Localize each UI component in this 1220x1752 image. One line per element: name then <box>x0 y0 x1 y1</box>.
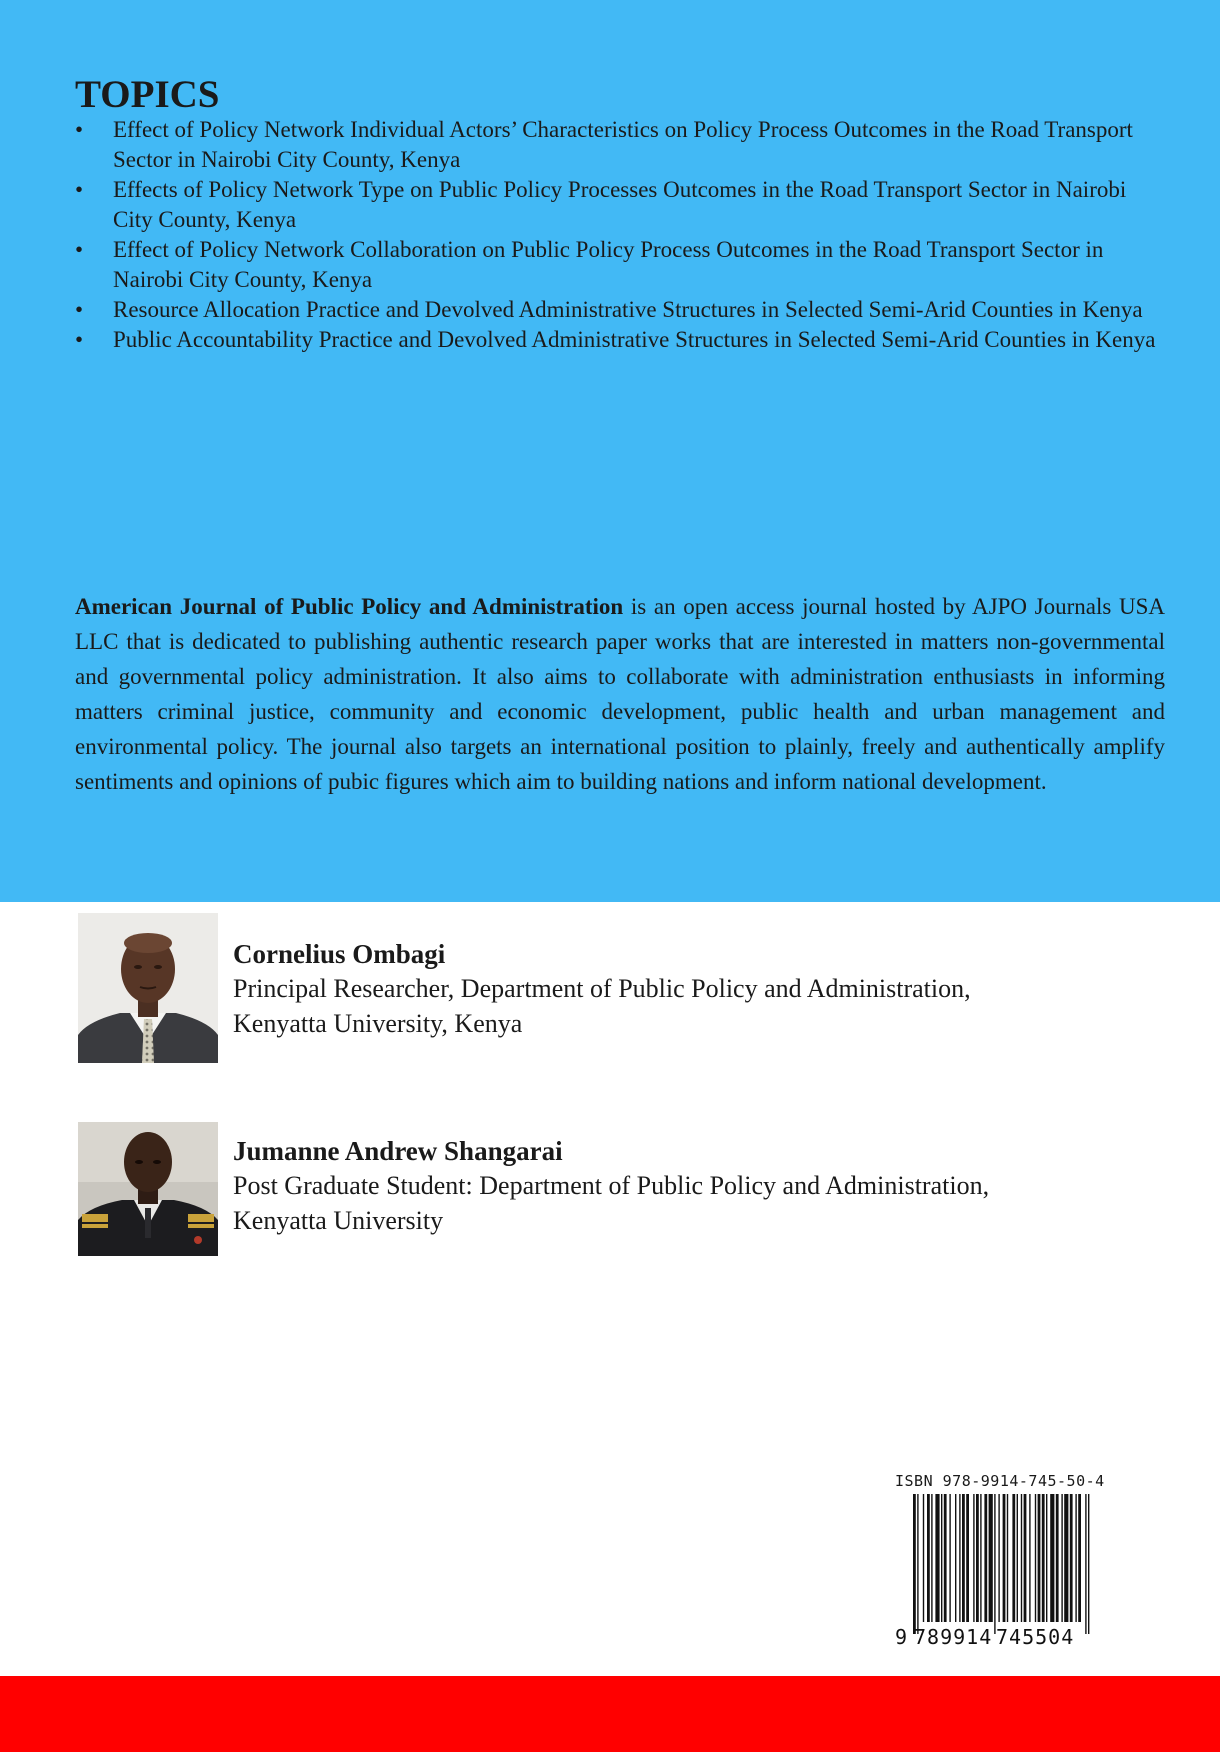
bullet-icon: • <box>75 117 84 142</box>
barcode-bar <box>913 1494 916 1634</box>
barcode-bar <box>1007 1494 1008 1622</box>
barcode-digits-right: 745504 <box>996 1625 1075 1648</box>
barcode-digit-first: 9 <box>895 1625 908 1648</box>
barcode-bar <box>1078 1494 1081 1622</box>
bullet-icon: • <box>75 327 84 352</box>
bottom-red-band <box>0 1676 1220 1752</box>
barcode-bar <box>1029 1494 1030 1622</box>
topic-text: Effects of Policy Network Type on Public Policy Processes Outcomes in the Road Transport Sector in Nairobi City County, Kenya <box>113 177 1127 232</box>
barcode-bar <box>966 1494 969 1622</box>
barcode-bar <box>980 1494 981 1622</box>
author-affiliation-line: Kenyatta University, Kenya <box>233 1009 523 1038</box>
barcode-bar <box>949 1494 950 1622</box>
barcode-bar <box>917 1494 918 1634</box>
author-photo <box>78 1122 218 1256</box>
barcode-bar <box>1017 1494 1018 1622</box>
bullet-icon: • <box>75 177 84 202</box>
topic-text: Public Accountability Practice and Devolved Administrative Structures in Selected Semi-Arid Counties in Kenya <box>113 327 1156 352</box>
barcode-bar <box>994 1494 995 1634</box>
topic-text: Effect of Policy Network Collaboration on Public Policy Process Outcomes in the Road Transport Sector in Nairobi City County, Kenya <box>113 237 1104 292</box>
barcode-bar <box>962 1494 965 1622</box>
author-affiliation-line: Post Graduate Student: Department of Public Policy and Administration, <box>233 1171 990 1200</box>
barcode-bar <box>1075 1494 1076 1622</box>
barcode-icon <box>895 1494 1115 1648</box>
topics-list <box>75 115 1165 355</box>
journal-description-text: is an open access journal hosted by AJPO Journals USA LLC that is dedicated to publishing authentic research paper works that are interested in matters non-governmental and governmental policy administration. It also aims to collaborate with administration enthusiasts in informing matters criminal justice, community and economic development, public health and urban management and environmental policy. The journal also targets an international position to plainly, freely and authentically amplify sentiments and opinions of pubic figures which aim to building nations and inform national development. <box>75 594 1165 794</box>
barcode-bar <box>1038 1494 1041 1622</box>
topic-item <box>75 235 1165 295</box>
barcode-bar <box>1050 1494 1054 1622</box>
barcode-digits-left: 789914 <box>914 1625 993 1648</box>
topics-heading: TOPICS <box>75 73 220 116</box>
author-affiliation-line: Principal Researcher, Department of Public Policy and Administration, <box>233 974 971 1003</box>
topic-text: Resource Allocation Practice and Devolved Administrative Structures in Selected Semi-Arid Counties in Kenya <box>113 297 1143 322</box>
barcode-bar <box>976 1494 979 1622</box>
barcode-bar <box>935 1494 939 1622</box>
barcode-bar <box>1035 1494 1036 1622</box>
barcode-bar <box>973 1494 974 1622</box>
barcode-bar <box>959 1494 960 1622</box>
barcode-bar <box>923 1494 924 1622</box>
barcode-bar <box>931 1494 932 1622</box>
author-affiliation-line: Kenyatta University <box>233 1206 444 1235</box>
bullet-icon: • <box>75 237 84 262</box>
journal-name: American Journal of Public Policy and Administration <box>75 594 624 619</box>
author-photo <box>78 913 218 1063</box>
topic-item <box>75 175 1165 235</box>
barcode-bar <box>1024 1494 1027 1622</box>
author-card <box>78 913 1178 1063</box>
bullet-icon: • <box>75 297 84 322</box>
isbn-barcode-block <box>895 1472 1115 1648</box>
author-name: Cornelius Ombagi <box>233 939 446 969</box>
barcode-bar <box>944 1494 947 1622</box>
topic-item <box>75 295 1165 325</box>
barcode-bar <box>955 1494 956 1622</box>
barcode-bar <box>989 1494 993 1622</box>
barcode-bar <box>1061 1494 1062 1622</box>
barcode-bar <box>1070 1494 1073 1622</box>
topic-text: Effect of Policy Network Individual Actors’ Characteristics on Policy Process Outcomes in the Road Transport Sector in Nairobi City County, Kenya <box>113 117 1133 172</box>
barcode-bar <box>1003 1494 1006 1622</box>
barcode-bar <box>1021 1494 1022 1622</box>
barcode-bar <box>941 1494 942 1622</box>
barcode-bar <box>1046 1494 1047 1622</box>
barcode-bar <box>1056 1494 1059 1622</box>
isbn-label: ISBN 978-9914-745-50-4 <box>895 1472 1105 1490</box>
barcode-bar <box>984 1494 987 1622</box>
barcode-bar <box>998 1494 999 1622</box>
barcode-bar <box>1085 1494 1086 1634</box>
barcode-bar <box>1064 1494 1068 1622</box>
barcode-bar <box>927 1494 930 1622</box>
author-info <box>233 937 1173 1041</box>
barcode-bar <box>1088 1494 1089 1634</box>
barcode-bar <box>1012 1494 1015 1622</box>
author-card <box>78 1122 1178 1272</box>
author-info <box>233 1134 1173 1238</box>
journal-description <box>75 589 1165 799</box>
barcode-bar <box>1042 1494 1045 1622</box>
topic-item <box>75 325 1165 355</box>
topic-item <box>75 115 1165 175</box>
author-name: Jumanne Andrew Shangarai <box>233 1136 563 1166</box>
